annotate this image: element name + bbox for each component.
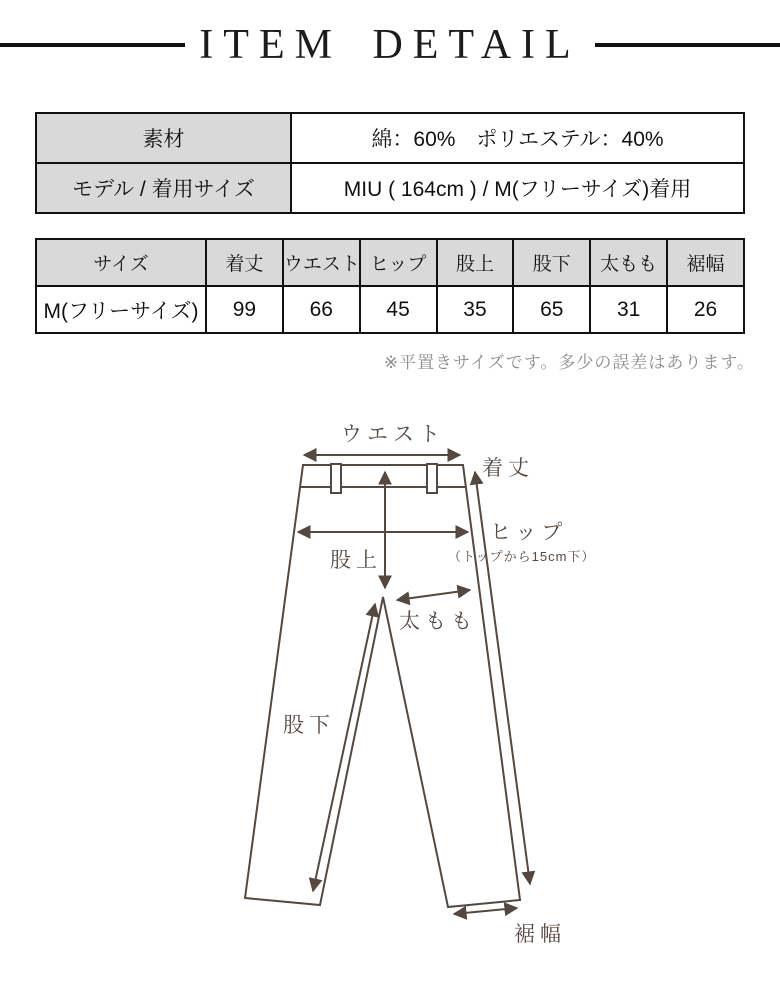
- belt-loop-right: [427, 464, 437, 493]
- size-header-length: 着丈: [206, 239, 283, 286]
- hip-sublabel: （トップから15cm下）: [448, 549, 596, 564]
- size-table-header-row: [36, 239, 744, 286]
- size-header-hem: 裾幅: [667, 239, 744, 286]
- hip-label: ヒップ: [490, 521, 568, 544]
- hem-width-arrow: [454, 908, 517, 914]
- size-cell-hip: 45: [360, 286, 437, 333]
- hem-width-label: 裾幅: [514, 923, 566, 946]
- waist-label: ウエスト: [341, 423, 445, 446]
- size-header-size: サイズ: [36, 239, 206, 286]
- spec-value-material: 綿：60% ポリエステル：40%: [291, 113, 744, 163]
- rise-label: 股上: [330, 549, 382, 572]
- size-cell-rise: 35: [437, 286, 514, 333]
- title-rule-left: [0, 43, 185, 47]
- spec-row-material: [36, 113, 744, 163]
- section-title: [0, 22, 780, 68]
- spec-label-model: モデル / 着用サイズ: [36, 163, 291, 213]
- belt-loop-left: [331, 464, 341, 493]
- page-title: ITEM DETAIL: [199, 22, 581, 68]
- title-rule-right: [595, 43, 780, 47]
- size-cell-thigh: 31: [590, 286, 667, 333]
- size-header-rise: 股上: [437, 239, 514, 286]
- size-cell-length: 99: [206, 286, 283, 333]
- thigh-label: 太もも: [399, 610, 477, 633]
- spec-row-model: [36, 163, 744, 213]
- size-header-waist: ウエスト: [283, 239, 360, 286]
- spec-label-material: 素材: [36, 113, 291, 163]
- flat-measure-note: ※平置きサイズです。多少の誤差はあります。: [383, 353, 755, 372]
- size-table: [35, 238, 745, 334]
- thigh-arrow: [397, 590, 470, 600]
- size-header-hip: ヒップ: [360, 239, 437, 286]
- inseam-label: 股下: [283, 714, 335, 737]
- size-table-data-row: [36, 286, 744, 333]
- size-header-inseam: 股下: [513, 239, 590, 286]
- size-cell-hem: 26: [667, 286, 744, 333]
- pants-measurement-diagram: [0, 400, 780, 980]
- size-cell-waist: 66: [283, 286, 360, 333]
- size-cell-inseam: 65: [513, 286, 590, 333]
- size-cell-size: M(フリーサイズ): [36, 286, 206, 333]
- inseam-arrow: [313, 604, 375, 891]
- spec-table: [35, 112, 745, 214]
- length-label: 着丈: [482, 457, 534, 480]
- size-header-thigh: 太もも: [590, 239, 667, 286]
- spec-value-model: MIU ( 164cm ) / M(フリーサイズ)着用: [291, 163, 744, 213]
